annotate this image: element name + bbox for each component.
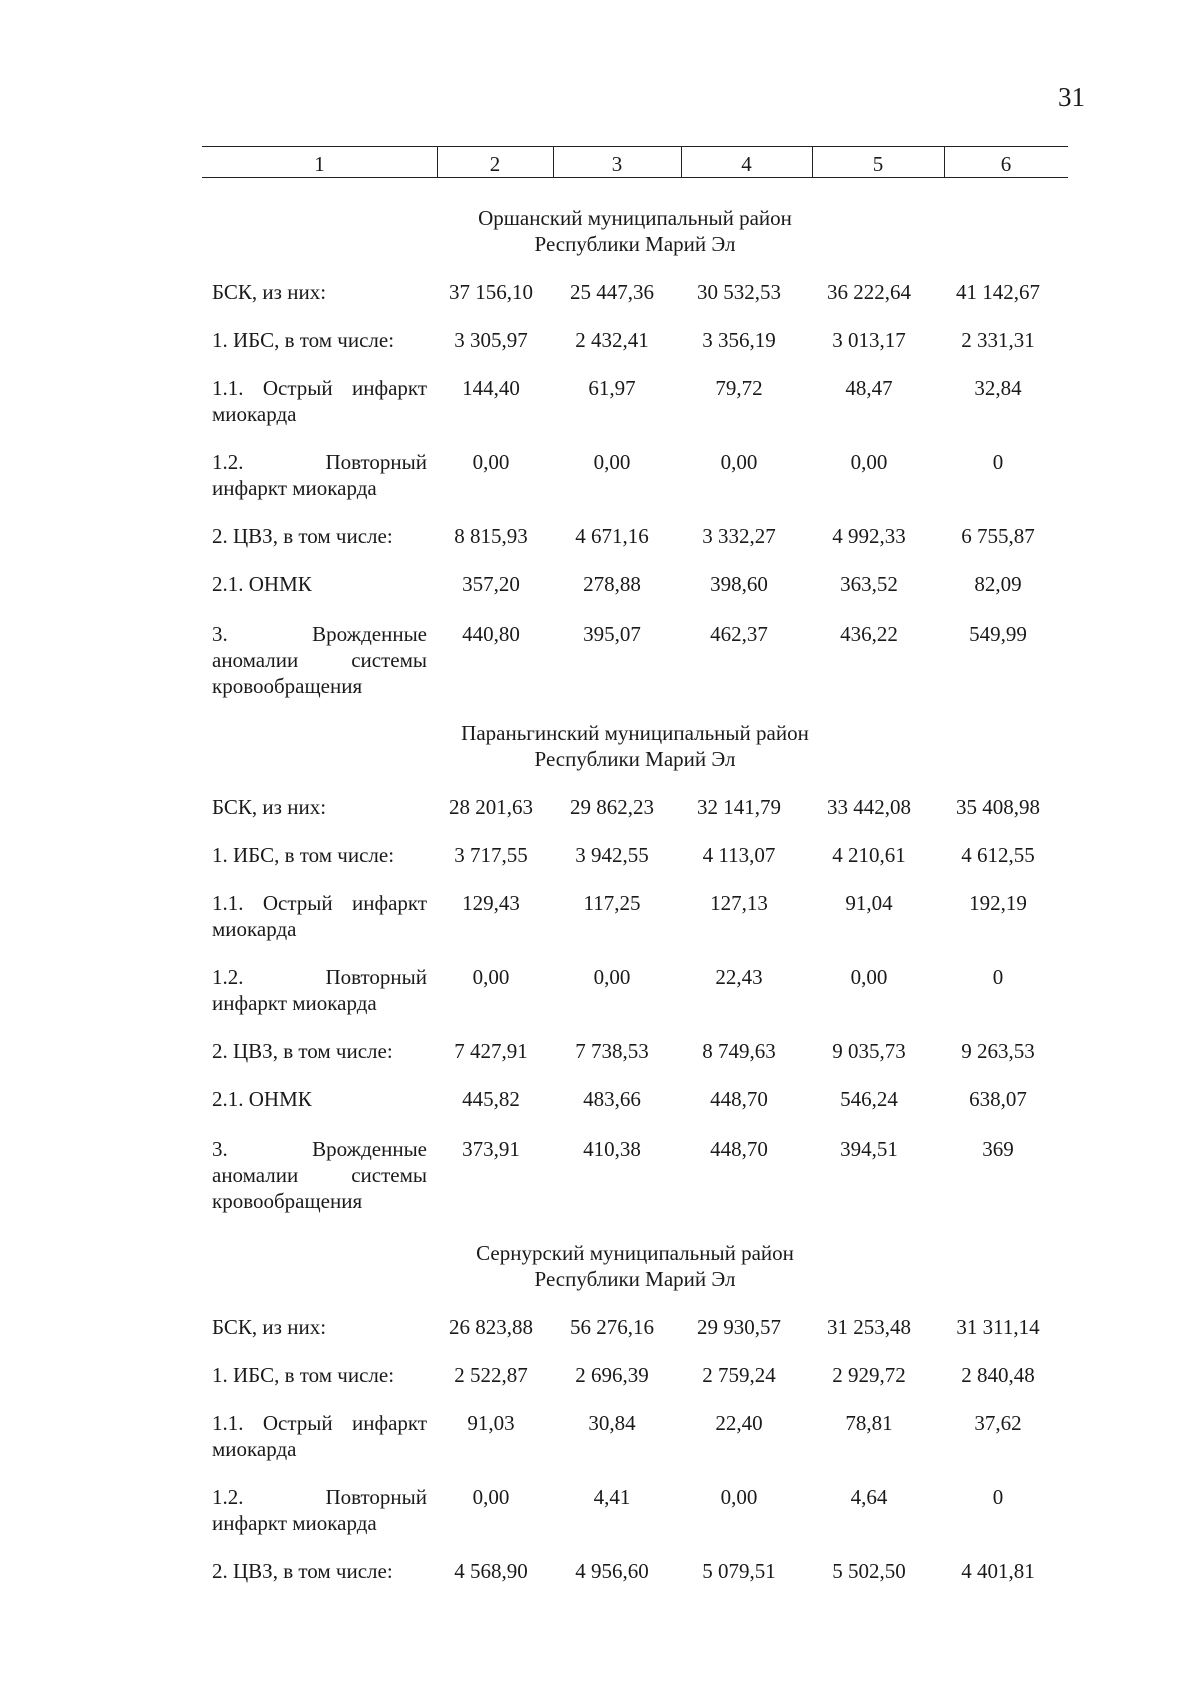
cell-value-col-6: 369 [982,1137,1014,1161]
cell-value-col-2: 91,03 [467,1411,515,1435]
cell-value-col-2: 3 717,55 [454,843,528,867]
row-label-line: 1. ИБС, в том числе: [212,328,395,352]
cell-value-col-3: 3 942,55 [575,843,649,867]
cell-value-col-5: 3 013,17 [832,328,906,352]
cell-value-col-4: 448,70 [710,1087,768,1111]
cell-value-col-5: 2 929,72 [832,1363,906,1387]
row-label [212,890,427,942]
column-header-2: 2 [489,152,501,176]
row-label-line: 1.2. Повторный [212,965,427,989]
cell-value-col-6: 4 401,81 [961,1559,1035,1583]
cell-value-col-2: 144,40 [462,376,520,400]
row-label [212,571,427,597]
row-label [212,279,427,305]
cell-value-col-3: 30,84 [588,1411,636,1435]
row-label [212,449,427,501]
cell-value-col-4: 22,40 [715,1411,763,1435]
cell-value-col-2: 2 522,87 [454,1363,528,1387]
cell-value-col-3: 4,41 [593,1485,631,1509]
row-label [212,327,427,353]
row-label-line: инфаркт миокарда [212,991,377,1015]
cell-value-col-3: 4 956,60 [575,1559,649,1583]
column-header-4: 4 [741,152,752,176]
cell-value-col-6: 192,19 [969,891,1027,915]
row-label-line: миокарда [212,917,297,941]
row-label-line: 3. Врожденные [212,622,427,646]
cell-value-col-4: 30 532,53 [697,280,781,304]
cell-value-col-3: 0,00 [593,965,631,989]
cell-value-col-3: 2 696,39 [575,1363,649,1387]
cell-value-col-5: 31 253,48 [827,1315,911,1339]
cell-value-col-5: 436,22 [840,622,898,646]
section-subtitle: Республики Марий Эл [534,747,736,771]
cell-value-col-2: 0,00 [472,965,510,989]
row-label-line: 1.1. Острый инфаркт [212,1411,427,1435]
cell-value-col-5: 394,51 [840,1137,898,1161]
cell-value-col-4: 0,00 [720,450,758,474]
cell-value-col-3: 483,66 [583,1087,641,1111]
row-label [212,964,427,1016]
cell-value-col-6: 2 331,31 [961,328,1035,352]
row-label-line: БСК, из них: [212,280,327,304]
section-title: Оршанский муниципальный район [478,206,792,230]
row-label-line: 1.1. Острый инфаркт [212,891,427,915]
cell-value-col-5: 0,00 [850,450,888,474]
cell-value-col-3: 395,07 [583,622,641,646]
row-label [212,794,427,820]
column-header-1: 1 [314,152,325,176]
cell-value-col-2: 4 568,90 [454,1559,528,1583]
row-label-line: 1. ИБС, в том числе: [212,843,395,867]
cell-value-col-4: 398,60 [710,572,768,596]
row-label-line: 1.2. Повторный [212,1485,427,1509]
cell-value-col-4: 3 332,27 [702,524,776,548]
cell-value-col-3: 56 276,16 [570,1315,654,1339]
cell-value-col-2: 7 427,91 [454,1039,528,1063]
cell-value-col-6: 2 840,48 [961,1363,1035,1387]
cell-value-col-5: 78,81 [845,1411,893,1435]
cell-value-col-4: 3 356,19 [702,328,776,352]
cell-value-col-2: 0,00 [472,1485,510,1509]
row-label [212,1484,427,1536]
section-title: Сернурский муниципальный район [476,1241,794,1265]
cell-value-col-3: 117,25 [583,891,641,915]
cell-value-col-3: 0,00 [593,450,631,474]
cell-value-col-2: 445,82 [462,1087,520,1111]
row-label-line: инфаркт миокарда [212,476,377,500]
row-label [212,1410,427,1462]
row-label-line: аномалии системы [212,648,427,672]
cell-value-col-3: 2 432,41 [575,328,649,352]
cell-value-col-2: 8 815,93 [454,524,528,548]
cell-value-col-5: 33 442,08 [827,795,911,819]
cell-value-col-6: 32,84 [974,376,1022,400]
cell-value-col-2: 129,43 [462,891,520,915]
row-label-line: 2. ЦВЗ, в том числе: [212,1039,393,1063]
cell-value-col-3: 410,38 [583,1137,641,1161]
cell-value-col-4: 0,00 [720,1485,758,1509]
cell-value-col-5: 48,47 [845,376,893,400]
cell-value-col-6: 35 408,98 [956,795,1040,819]
cell-value-col-4: 32 141,79 [697,795,781,819]
row-label-line: кровообращения [212,674,363,698]
row-label-line: 2. ЦВЗ, в том числе: [212,1559,393,1583]
row-label-line: миокарда [212,402,297,426]
cell-value-col-4: 127,13 [710,891,768,915]
row-label [212,1038,427,1064]
cell-value-col-4: 29 930,57 [697,1315,781,1339]
cell-value-col-2: 440,80 [462,622,520,646]
cell-value-col-4: 22,43 [715,965,763,989]
row-label-line: 1.2. Повторный [212,450,427,474]
page-number: 31 [1058,82,1085,112]
row-label [212,375,427,427]
row-label-line: БСК, из них: [212,1315,327,1339]
cell-value-col-5: 36 222,64 [827,280,911,304]
cell-value-col-6: 549,99 [969,622,1027,646]
cell-value-col-5: 91,04 [845,891,893,915]
row-label [212,1558,427,1584]
cell-value-col-6: 31 311,14 [956,1315,1040,1339]
cell-value-col-5: 4 992,33 [832,524,906,548]
cell-value-col-6: 4 612,55 [961,843,1035,867]
cell-value-col-6: 82,09 [974,572,1022,596]
cell-value-col-4: 5 079,51 [702,1559,776,1583]
row-label-line: 2.1. ОНМК [212,572,312,596]
cell-value-col-6: 0 [992,450,1004,474]
row-label-line: 1.1. Острый инфаркт [212,376,427,400]
cell-value-col-4: 2 759,24 [702,1363,776,1387]
row-label-line: 3. Врожденные [212,1137,427,1161]
cell-value-col-4: 8 749,63 [702,1039,776,1063]
row-label-line: аномалии системы [212,1163,427,1187]
row-label [212,1362,427,1388]
cell-value-col-2: 357,20 [462,572,520,596]
row-label-line: инфаркт миокарда [212,1511,377,1535]
section-subtitle: Республики Марий Эл [534,1267,736,1291]
cell-value-col-3: 61,97 [588,376,636,400]
cell-value-col-6: 638,07 [969,1087,1027,1111]
section-title: Параньгинский муниципальный район [461,721,809,745]
row-label-line: БСК, из них: [212,795,327,819]
cell-value-col-4: 79,72 [715,376,763,400]
cell-value-col-5: 4,64 [850,1485,888,1509]
cell-value-col-6: 41 142,67 [956,280,1040,304]
cell-value-col-2: 37 156,10 [449,280,533,304]
column-header-3: 3 [611,152,623,176]
cell-value-col-5: 0,00 [850,965,888,989]
cell-value-col-4: 462,37 [710,622,768,646]
cell-value-col-2: 373,91 [462,1137,520,1161]
cell-value-col-6: 37,62 [974,1411,1022,1435]
cell-value-col-5: 4 210,61 [832,843,906,867]
cell-value-col-5: 546,24 [840,1087,898,1111]
cell-value-col-6: 9 263,53 [961,1039,1035,1063]
row-label [212,1136,427,1214]
cell-value-col-3: 4 671,16 [575,524,649,548]
column-header-row [202,146,1068,178]
cell-value-col-4: 4 113,07 [702,843,776,867]
row-label [212,842,427,868]
cell-value-col-6: 0 [992,1485,1004,1509]
cell-value-col-2: 3 305,97 [454,328,528,352]
cell-value-col-2: 0,00 [472,450,510,474]
row-label-line: 1. ИБС, в том числе: [212,1363,395,1387]
column-header-6: 6 [1000,152,1012,176]
cell-value-col-5: 5 502,50 [832,1559,906,1583]
row-label [212,621,427,699]
cell-value-col-2: 28 201,63 [449,795,533,819]
row-label [212,1314,427,1340]
cell-value-col-6: 6 755,87 [961,524,1035,548]
column-header-5: 5 [872,152,884,176]
row-label-line: 2. ЦВЗ, в том числе: [212,524,393,548]
cell-value-col-3: 278,88 [583,572,641,596]
cell-value-col-2: 26 823,88 [449,1315,533,1339]
cell-value-col-5: 9 035,73 [832,1039,906,1063]
row-label-line: миокарда [212,1437,297,1461]
section-subtitle: Республики Марий Эл [534,232,736,256]
cell-value-col-3: 29 862,23 [570,795,654,819]
cell-value-col-3: 7 738,53 [575,1039,649,1063]
cell-value-col-3: 25 447,36 [570,280,654,304]
row-label [212,523,427,549]
cell-value-col-5: 363,52 [840,572,898,596]
row-label-line: 2.1. ОНМК [212,1087,312,1111]
cell-value-col-4: 448,70 [710,1137,768,1161]
cell-value-col-6: 0 [992,965,1004,989]
row-label-line: кровообращения [212,1189,363,1213]
row-label [212,1086,427,1112]
